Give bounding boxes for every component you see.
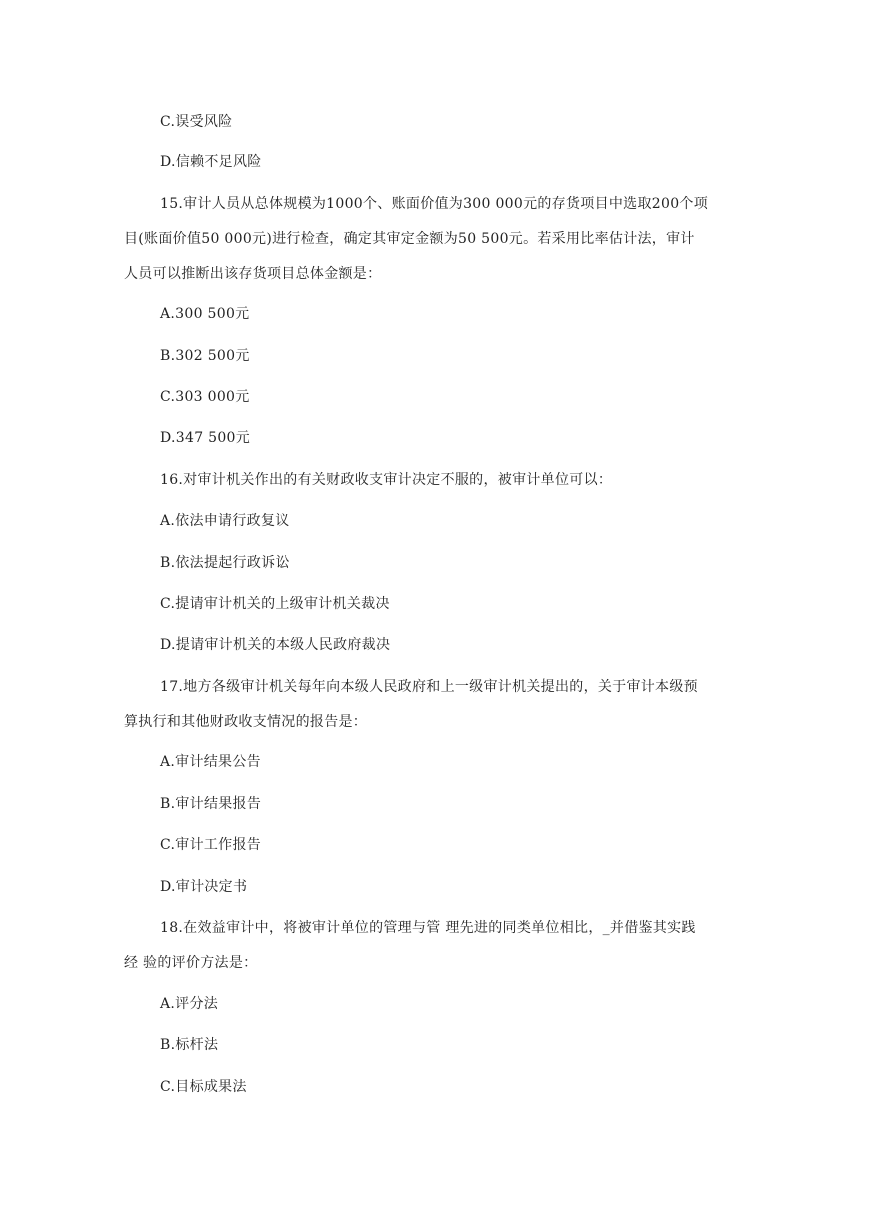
q18-option-c: C.目标成果法 bbox=[160, 1079, 247, 1095]
q14-option-c: C.误受风险 bbox=[160, 114, 233, 130]
q16-option-c: C.提请审计机关的上级审计机关裁决 bbox=[160, 596, 390, 612]
q18-stem-line-1: 18.在效益审计中，将被审计单位的管理与管 理先进的同类单位相比，_并借鉴其实践 bbox=[160, 920, 696, 936]
q18-option-b: B.标杆法 bbox=[160, 1037, 219, 1053]
q15-option-d: D.347 500元 bbox=[160, 430, 251, 446]
q15-option-a: A.300 500元 bbox=[160, 306, 250, 322]
q17-stem-line-2: 算执行和其他财政收支情况的报告是： bbox=[124, 714, 368, 730]
q16-option-b: B.依法提起行政诉讼 bbox=[160, 555, 290, 571]
q15-stem-line-1: 15.审计人员从总体规模为1000个、账面价值为300 000元的存货项目中选取200个项 bbox=[160, 196, 709, 212]
q15-stem-line-2: 目(账面价值50 000元)进行检查，确定其审定金额为50 500元。若采用比率估计法，审计 bbox=[124, 231, 695, 247]
q15-option-b: B.302 500元 bbox=[160, 348, 250, 364]
q14-option-d: D.信赖不足风险 bbox=[160, 154, 262, 170]
q16-stem-line-1: 16.对审计机关作出的有关财政收支审计决定不服的，被审计单位可以： bbox=[160, 472, 613, 488]
q17-option-d: D.审计决定书 bbox=[160, 879, 248, 895]
q17-option-c: C.审计工作报告 bbox=[160, 837, 262, 853]
q15-stem-line-3: 人员可以推断出该存货项目总体金额是： bbox=[124, 266, 382, 282]
q17-option-a: A.审计结果公告 bbox=[160, 754, 261, 770]
q17-stem-line-1: 17.地方各级审计机关每年向本级人民政府和上一级审计机关提出的，关于审计本级预 bbox=[160, 679, 698, 695]
q16-option-d: D.提请审计机关的本级人民政府裁决 bbox=[160, 637, 391, 653]
q18-option-a: A.评分法 bbox=[160, 996, 219, 1012]
q16-option-a: A.依法申请行政复议 bbox=[160, 513, 290, 529]
q18-stem-line-2: 经 验的评价方法是： bbox=[124, 955, 258, 971]
q17-option-b: B.审计结果报告 bbox=[160, 796, 262, 812]
q15-option-c: C.303 000元 bbox=[160, 389, 250, 405]
